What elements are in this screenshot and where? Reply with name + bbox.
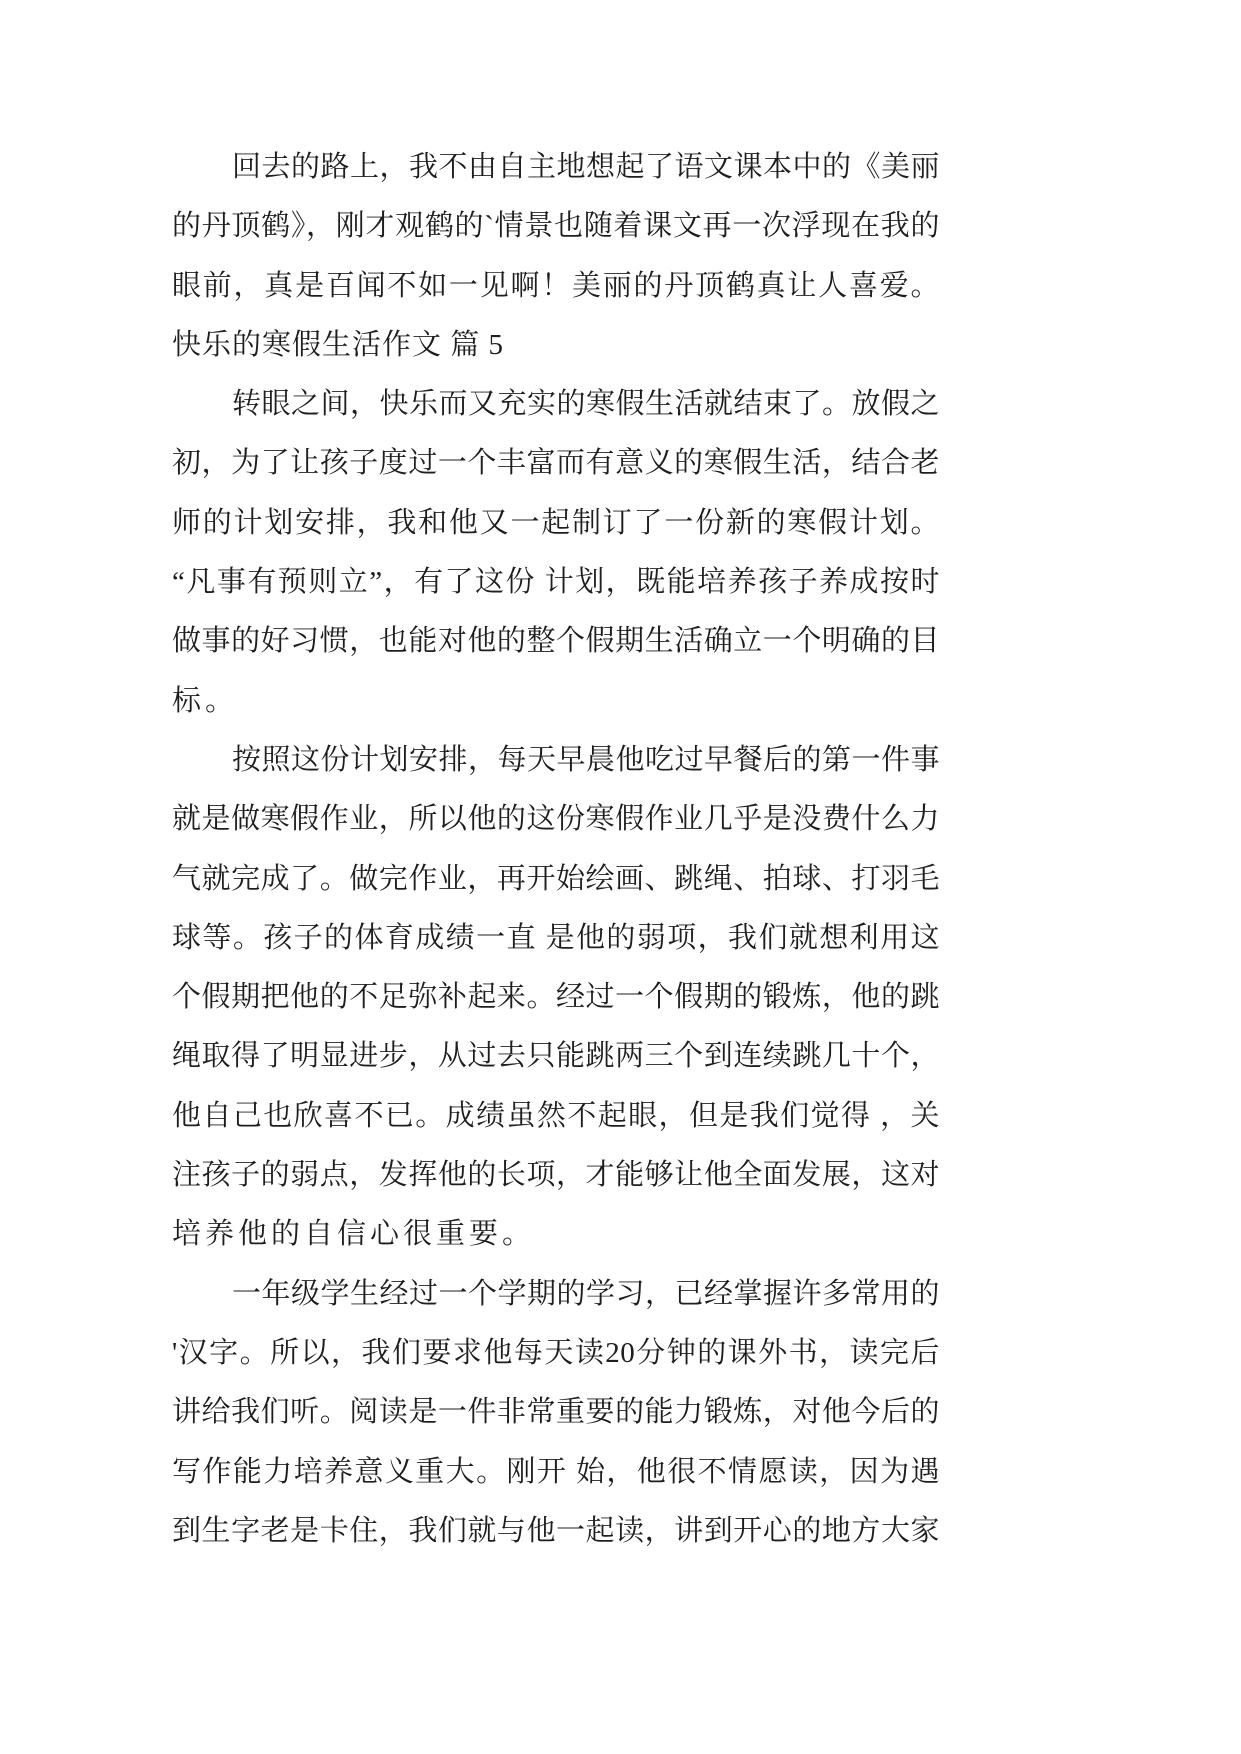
paragraph-line: 初，为了让孩子度过一个丰富而有意义的寒假生活，结合老 <box>172 447 940 480</box>
paragraph-line: 回去的路上，我不由自主地想起了语文课本中的《美丽 <box>232 151 941 183</box>
paragraph-3 <box>172 1265 940 1561</box>
paragraph-line: 标。 <box>172 684 239 717</box>
paragraph-line: “凡事有预则立”，有了这份 计划，既能培养孩子养成按时 <box>172 566 940 599</box>
paragraph-1 <box>172 375 940 731</box>
paragraph-line: 注孩子的弱点，发挥他的长项，才能够让他全面发展，这对 <box>172 1159 940 1192</box>
paragraph-line: 做事的好习惯，也能对他的整个假期生活确立一个明确的目 <box>172 625 940 658</box>
paragraph-line: 按照这份计划安排，每天早晨他吃过早餐后的第一件事 <box>232 743 941 776</box>
paragraph-line: 绳取得了明显进步，从过去只能跳两三个到连续跳几十个， <box>172 1040 940 1073</box>
document-body <box>172 138 940 1561</box>
section-heading: 快乐的寒假生活作文 篇 5 <box>172 328 505 361</box>
paragraph-line: 的丹顶鹤》，刚才观鹤的`情景也随着课文再一次浮现在我的 <box>172 210 940 243</box>
paragraph-line: 个假期把他的不足弥补起来。经过一个假期的锻炼，他的跳 <box>172 981 940 1014</box>
paragraph-line: 气就完成了。做完作业，再开始绘画、跳绳、拍球、打羽毛 <box>172 862 940 895</box>
continued-paragraph <box>172 138 940 316</box>
paragraph-line: '汉字。所以，我们要求他每天读20分钟的课外书，读完后 <box>172 1336 940 1369</box>
paragraph-line: 写作能力培养意义重大。刚开 始，他很不情愿读，因为遇 <box>172 1455 940 1488</box>
paragraph-line: 讲给我们听。阅读是一件非常重要的能力锻炼，对他今后的 <box>172 1396 940 1429</box>
paragraph-line: 转眼之间，快乐而又充实的寒假生活就结束了。放假之 <box>232 388 941 421</box>
paragraph-line: 到生字老是卡住，我们就与他一起读，讲到开心的地方大家 <box>172 1514 940 1547</box>
paragraph-line: 就是做寒假作业，所以他的这份寒假作业几乎是没费什么力 <box>172 803 940 836</box>
paragraph-line: 球等。孩子的体育成绩一直 是他的弱项，我们就想利用这 <box>172 921 940 954</box>
paragraph-line: 培养他的自信心很重要。 <box>172 1218 536 1251</box>
paragraph-2 <box>172 731 940 1265</box>
paragraph-line: 一年级学生经过一个学期的学习，已经掌握许多常用的 <box>232 1277 941 1310</box>
paragraph-line: 他自己也欣喜不已。成绩虽然不起眼，但是我们觉得 ，关 <box>172 1099 940 1132</box>
paragraph-line: 眼前，真是百闻不如一见啊！美丽的丹顶鹤真让人喜爱。 <box>172 269 940 302</box>
paragraph-line: 师的计划安排，我和他又一起制订了一份新的寒假计划。 <box>172 506 940 539</box>
